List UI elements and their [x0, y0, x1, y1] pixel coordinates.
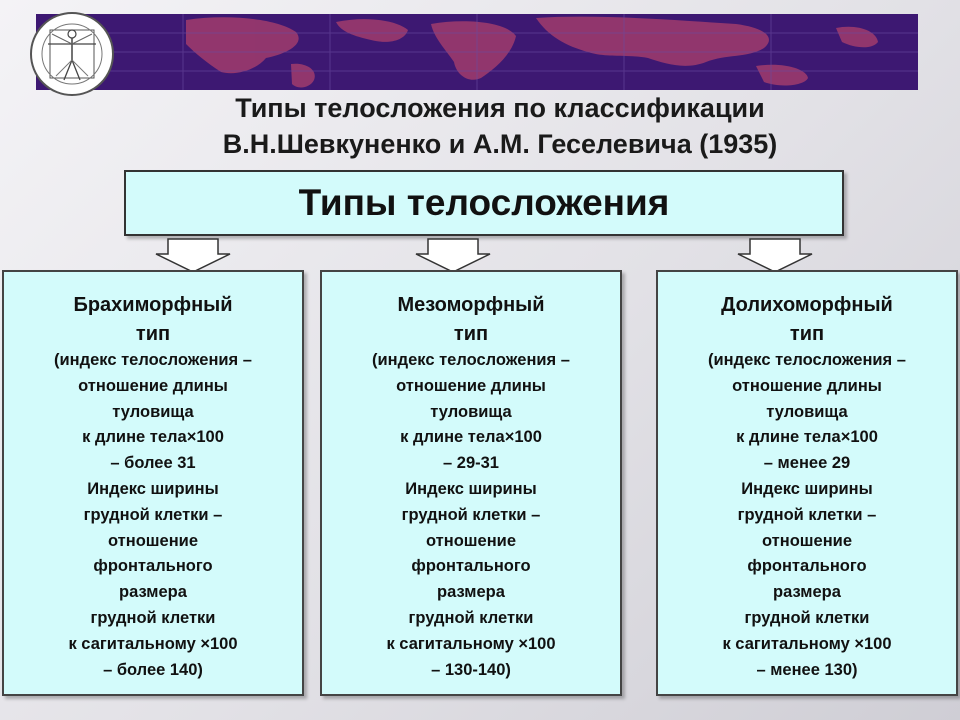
- desc-line: Индекс ширины: [87, 479, 219, 498]
- desc-line: – 130-140): [431, 660, 511, 679]
- page-title-line2: В.Н.Шевкуненко и А.М. Геселевича (1935): [222, 129, 778, 159]
- type-word: тип: [789, 323, 825, 345]
- desc-line: к длине тела×100: [400, 428, 542, 447]
- vitruvian-man-icon: [30, 12, 114, 96]
- mesomorphic-type-box: [320, 270, 622, 696]
- desc-line: – более 31: [110, 454, 196, 473]
- desc-line: размера: [437, 583, 505, 602]
- type-word: тип: [453, 323, 489, 345]
- down-arrow-icon: [154, 238, 232, 274]
- desc-line: фронтального: [93, 557, 213, 576]
- desc-line: отношение длины: [732, 376, 882, 395]
- desc-line: размера: [119, 583, 187, 602]
- desc-line: грудной клетки: [90, 608, 216, 627]
- desc-line: к длине тела×100: [82, 428, 224, 447]
- desc-line: фронтального: [411, 557, 531, 576]
- page-title-line1: Типы телосложения по классификации: [235, 93, 765, 123]
- type-name: Мезоморфный: [397, 294, 545, 316]
- desc-line: отношение длины: [78, 376, 228, 395]
- header-box: Типы телосложения: [124, 170, 844, 236]
- type-name: Брахиморфный: [73, 294, 233, 316]
- world-map-graphic: [36, 14, 918, 90]
- desc-line: туловища: [112, 402, 194, 421]
- desc-line: фронтального: [747, 557, 867, 576]
- desc-line: туловища: [430, 402, 512, 421]
- desc-line: размера: [773, 583, 841, 602]
- type-word: тип: [135, 323, 171, 345]
- desc-line: к длине тела×100: [736, 428, 878, 447]
- desc-line: отношение: [761, 531, 852, 550]
- desc-line: к сагитальному ×100: [722, 634, 892, 653]
- desc-line: к сагитальному ×100: [386, 634, 556, 653]
- desc-line: (индекс телосложения –: [54, 351, 252, 369]
- world-map-banner: [36, 14, 918, 90]
- type-name: Долихоморфный: [721, 294, 893, 316]
- desc-line: Индекс ширины: [741, 479, 873, 498]
- desc-line: (индекс телосложения –: [372, 351, 570, 369]
- desc-line: – менее 29: [763, 454, 851, 473]
- desc-line: грудной клетки –: [401, 505, 541, 524]
- desc-line: грудной клетки: [408, 608, 534, 627]
- desc-line: – более 140): [103, 660, 203, 679]
- desc-line: отношение: [425, 531, 516, 550]
- desc-line: – 29-31: [443, 454, 499, 473]
- desc-line: грудной клетки –: [83, 505, 223, 524]
- desc-line: к сагитальному ×100: [68, 634, 238, 653]
- desc-line: отношение длины: [396, 376, 546, 395]
- desc-line: (индекс телосложения –: [708, 351, 906, 369]
- desc-line: – менее 130): [756, 660, 858, 679]
- down-arrow-icon: [736, 238, 814, 274]
- desc-line: Индекс ширины: [405, 479, 537, 498]
- down-arrow-icon: [414, 238, 492, 274]
- desc-line: грудной клетки –: [737, 505, 877, 524]
- desc-line: туловища: [766, 402, 848, 421]
- brachymorphic-type-box: [2, 270, 304, 696]
- dolichomorphic-type-box: [656, 270, 958, 696]
- desc-line: отношение: [107, 531, 198, 550]
- desc-line: грудной клетки: [744, 608, 870, 627]
